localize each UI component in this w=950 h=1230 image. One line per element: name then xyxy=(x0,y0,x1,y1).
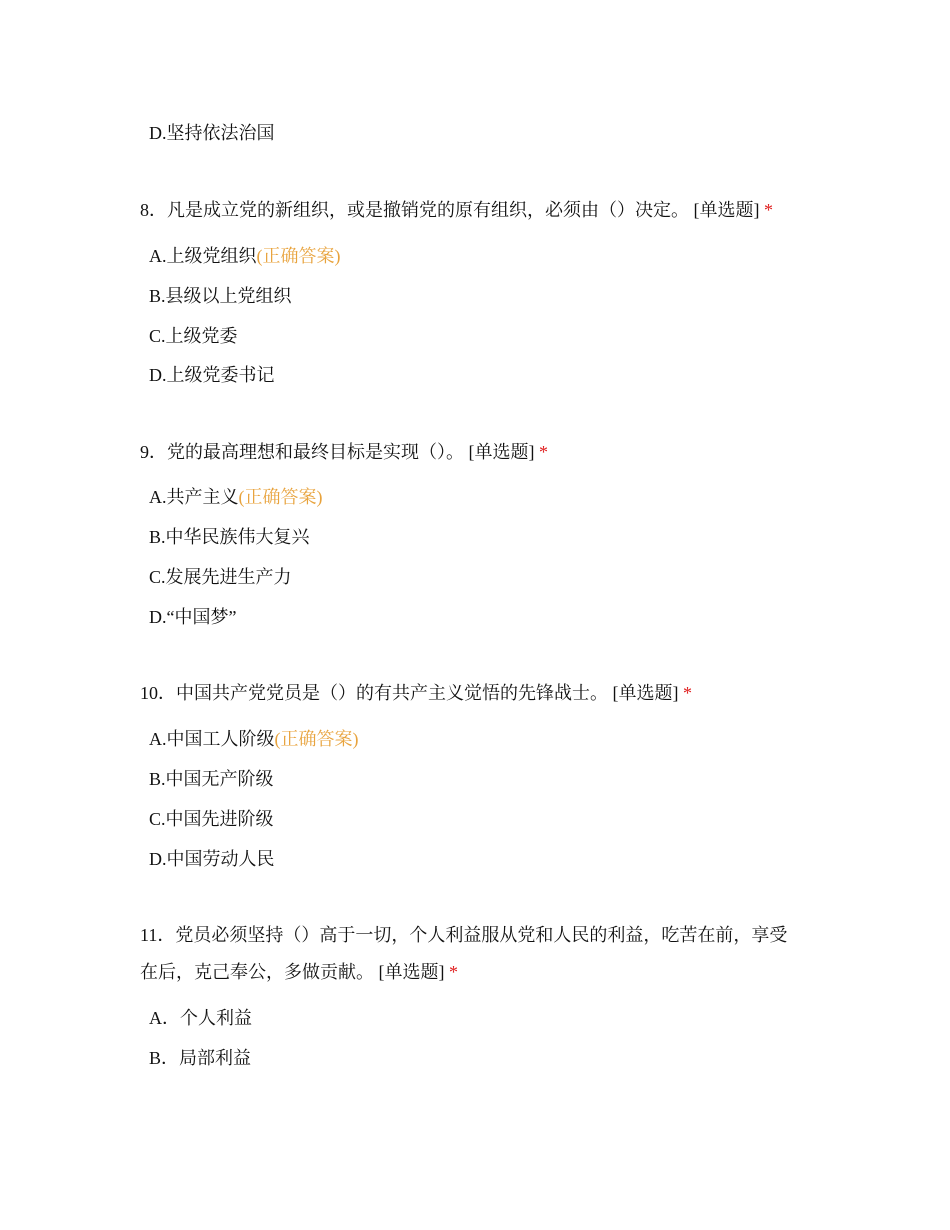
option-label: C.发展先进生产力 xyxy=(149,567,292,587)
question-number: 9． xyxy=(140,442,167,462)
option-b[interactable] xyxy=(149,284,292,308)
correct-answer-mark: (正确答案) xyxy=(238,487,323,507)
option-d[interactable] xyxy=(149,605,236,629)
option-label: B.县级以上党组织 xyxy=(149,286,292,306)
option-c[interactable] xyxy=(149,324,238,348)
option-label: C.中国先进阶级 xyxy=(149,809,274,829)
option-label: A．个人利益 xyxy=(149,1008,252,1028)
question-type: [单选题] xyxy=(612,683,679,703)
option-d-prev[interactable] xyxy=(149,121,275,145)
option-b[interactable] xyxy=(149,1046,251,1070)
question-text: 党的最高理想和最终目标是实现（）。 xyxy=(167,442,464,462)
option-d[interactable] xyxy=(149,363,275,387)
question-type: [单选题] xyxy=(693,200,760,220)
required-marker: * xyxy=(764,200,773,220)
option-b[interactable] xyxy=(149,525,310,549)
question-10-title xyxy=(140,681,692,705)
question-text: 中国共产党党员是（）的有共产主义觉悟的先锋战士。 xyxy=(176,683,608,703)
question-11-title-line1 xyxy=(140,923,787,947)
required-marker: * xyxy=(539,442,548,462)
question-type: [单选题] xyxy=(378,962,445,982)
option-d[interactable] xyxy=(149,847,275,871)
option-label: D.上级党委书记 xyxy=(149,365,275,385)
question-type: [单选题] xyxy=(468,442,535,462)
question-11-title-line2 xyxy=(140,960,458,984)
question-number: 8． xyxy=(140,200,167,220)
option-label: B.中华民族伟大复兴 xyxy=(149,527,310,547)
option-label: D.“中国梦” xyxy=(149,607,237,627)
option-label: C.上级党委 xyxy=(149,326,238,346)
option-c[interactable] xyxy=(149,565,292,589)
question-text: 党员必须坚持（）高于一切，个人利益服从党和人民的利益，吃苦在前，享受 xyxy=(175,925,788,945)
required-marker: * xyxy=(449,962,458,982)
required-marker: * xyxy=(683,683,692,703)
question-9-title xyxy=(140,440,548,464)
option-label: A.上级党组织 xyxy=(149,246,257,266)
question-text: 凡是成立党的新组织，或是撤销党的原有组织，必须由（）决定。 xyxy=(167,200,689,220)
question-text: 在后，克己奉公，多做贡献。 xyxy=(140,962,374,982)
option-label: A.共产主义 xyxy=(149,487,239,507)
option-label: B．局部利益 xyxy=(149,1048,252,1068)
question-number: 10． xyxy=(140,683,176,703)
option-label: D.坚持依法治国 xyxy=(149,123,275,143)
option-a[interactable] xyxy=(149,244,341,268)
correct-answer-mark: (正确答案) xyxy=(256,246,341,266)
option-a[interactable] xyxy=(149,1006,252,1030)
option-a[interactable] xyxy=(149,727,359,751)
correct-answer-mark: (正确答案) xyxy=(274,729,359,749)
question-number: 11． xyxy=(140,925,176,945)
option-label: A.中国工人阶级 xyxy=(149,729,275,749)
option-label: D.中国劳动人民 xyxy=(149,849,275,869)
option-b[interactable] xyxy=(149,767,274,791)
option-label: B.中国无产阶级 xyxy=(149,769,274,789)
question-8-title xyxy=(140,198,773,222)
option-c[interactable] xyxy=(149,807,274,831)
option-a[interactable] xyxy=(149,485,323,509)
